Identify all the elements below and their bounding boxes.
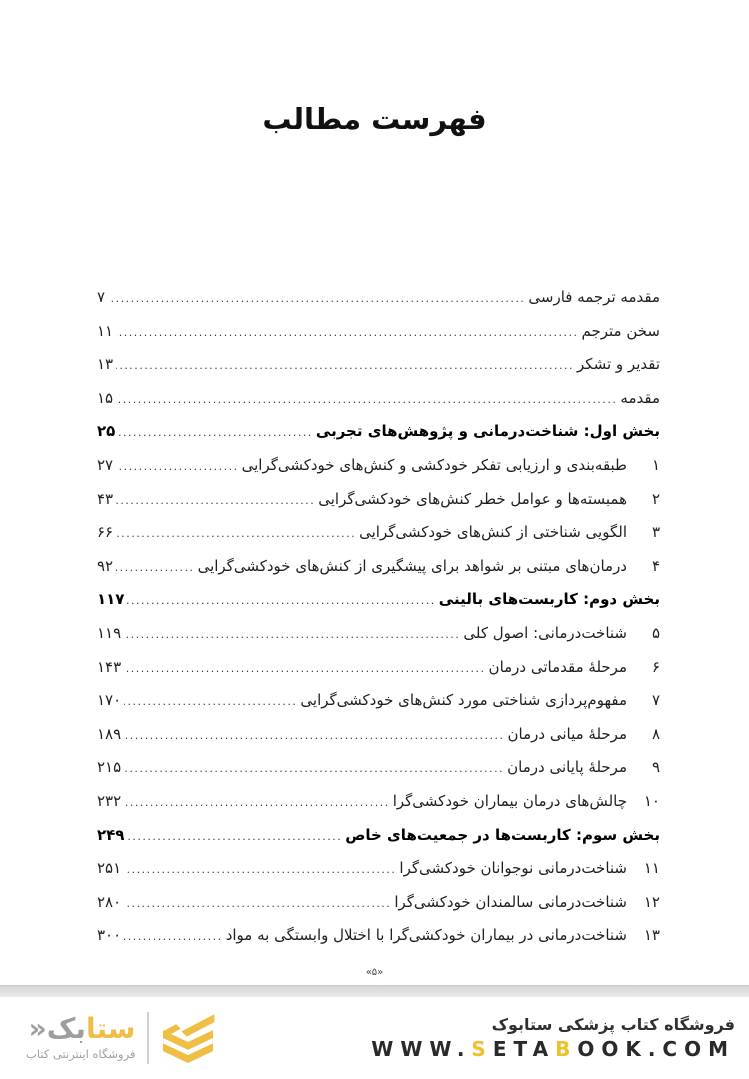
dot-leader [124,662,485,675]
toc-entry [97,389,660,423]
website-url[interactable] [371,1037,735,1061]
toc-chapter-entry [97,758,660,792]
dot-leader [124,729,504,742]
dot-leader [116,393,617,406]
entry-title: طبقه‌بندی و ارزیابی تفکر خودکشی و کنش‌های خودکشی‌گرایی [241,455,627,474]
entry-title: مرحلۀ مقدماتی درمان [488,657,627,676]
toc-chapter-entry [97,926,660,960]
toc-chapter-entry [97,624,660,658]
dot-leader [124,897,391,910]
entry-title: تقدیر و تشکر [577,355,660,374]
entry-title: شناخت‌درمانی در بیماران خودکشی‌گرا با اختلال وابستگی به مواد [225,926,627,945]
dot-leader [116,527,356,540]
entry-title: شناخت‌درمانی سالمندان خودکشی‌گرا [394,892,627,911]
url-accent-b: B [555,1036,578,1061]
entry-title: مرحلۀ میانی درمان [507,724,627,743]
entry-title: مرحلۀ پایانی درمان [507,758,627,777]
toc-chapter-entry [97,792,660,826]
dot-leader [116,494,315,507]
section-page-number: ۲۴۹ [97,825,125,844]
dot-leader [124,762,504,775]
toc-section-header [97,590,660,624]
dot-leader [118,426,313,439]
toc-chapter-entry [97,658,660,692]
entry-page-number: ۲۵۱ [97,859,122,878]
logo-chevron-icon [159,1006,217,1070]
chapter-number: ۳ [651,523,660,542]
site-footer [0,997,749,1079]
logo-guillemet-mark: « [28,1012,47,1046]
entry-page-number: ۲۳۲ [97,791,122,810]
entry-page-number: ۱۳ [97,355,114,374]
dot-leader [127,830,342,843]
dot-leader [127,594,435,607]
chapter-number: ۱۳ [643,926,660,945]
entry-title: مقدمه ترجمه فارسی [528,288,660,306]
entry-title: درمان‌های مبتنی بر شواهد برای پیشگیری از کنش‌های خودکشی‌گرایی [197,556,627,575]
page-number-label: «۵» [365,966,384,978]
page-title: فهرست مطالب [262,102,487,136]
entry-title: چالش‌های درمان بیماران خودکشی‌گرا [392,791,627,810]
entry-title: همبسته‌ها و عوامل خطر کنش‌های خودکشی‌گرایی [318,489,627,508]
footer-store-info [371,1015,735,1061]
chapter-number: ۸ [651,724,660,743]
entry-page-number: ۲۸۰ [97,892,122,911]
url-mid: ETA [492,1036,556,1061]
entry-page-number: ۲۷ [97,455,114,474]
toc-chapter-entry [97,490,660,524]
dot-leader [124,930,223,943]
logo-wordmark-accent: ستا [85,1012,136,1046]
dot-leader [116,326,578,339]
toc-chapter-entry [97,725,660,759]
entry-page-number: ۹۲ [97,556,114,575]
chapter-number: ۲ [651,489,660,508]
chapter-number: ۷ [651,691,660,710]
logo-wordmark [26,1014,135,1061]
toc-chapter-entry [97,859,660,893]
logo-tagline: فروشگاه اینترنتی کتاب [26,1047,136,1062]
entry-page-number: ۱۸۹ [97,724,122,743]
toc-chapter-entry [97,557,660,591]
dot-leader [116,460,238,473]
dot-leader [124,695,297,708]
page-edge-separator [0,985,749,997]
dot-leader [124,628,460,641]
url-prefix: WWW. [371,1036,472,1061]
logo-divider [147,1012,149,1064]
entry-page-number: ۲۱۵ [97,758,122,777]
entry-page-number: ۱۵ [97,388,114,407]
section-title: بخش اول: شناخت‌درمانی و پژوهش‌های تجربی [315,422,660,441]
entry-page-number: ۱۱۹ [97,623,122,642]
section-title: بخش دوم: کاربست‌های بالینی [438,590,660,609]
entry-page-number: ۱۷۰ [97,691,122,710]
setabook-logo[interactable] [26,1006,217,1070]
dot-leader [108,292,525,305]
url-suffix: OOK.COM [577,1036,735,1061]
entry-page-number: ۱۴۳ [97,657,122,676]
toc-chapter-entry [97,893,660,927]
entry-page-number: ۳۰۰ [97,926,122,945]
section-page-number: ۲۵ [97,422,116,441]
dot-leader [124,796,390,809]
toc-chapter-entry [97,691,660,725]
store-title: فروشگاه کتاب پزشکی ستابوک [491,1014,735,1034]
entry-page-number: ۴۳ [97,489,114,508]
url-accent-s: S [471,1036,493,1061]
chapter-number: ۱۲ [643,892,660,911]
toc-chapter-entry [97,456,660,490]
entry-title: مقدمه [620,388,660,407]
logo-wordmark-rest: بک [46,1012,86,1046]
entry-title: الگویی شناختی از کنش‌های خودکشی‌گرایی [359,523,627,542]
chapter-number: ۶ [651,657,660,676]
dot-leader [116,561,194,574]
chapter-number: ۹ [651,758,660,777]
entry-title: شناخت‌درمانی: اصول کلی [463,623,627,642]
chapter-number: ۱۰ [643,791,660,810]
chapter-number: ۵ [651,623,660,642]
chapter-number: ۱ [651,455,660,474]
entry-title: سخن مترجم [581,321,660,340]
toc-section-header [97,422,660,456]
entry-title: مفهوم‌پردازی شناختی مورد کنش‌های خودکشی‌گرایی [300,691,627,710]
entry-title: شناخت‌درمانی نوجوانان خودکشی‌گرا [399,859,627,878]
toc-entry [97,355,660,389]
chapter-number: ۱۱ [643,859,660,878]
entry-page-number: ۷ [97,288,106,306]
toc-chapter-entry [97,523,660,557]
section-page-number: ۱۱۷ [97,590,125,609]
section-title: بخش سوم: کاربست‌ها در جمعیت‌های خاص [345,825,660,844]
toc-entry [97,322,660,356]
dot-leader [124,863,396,876]
table-of-contents [97,288,660,960]
toc-section-header [97,826,660,860]
chapter-number: ۴ [651,556,660,575]
dot-leader [116,359,574,372]
toc-entry [97,288,660,322]
entry-page-number: ۶۶ [97,523,114,542]
entry-page-number: ۱۱ [97,321,114,340]
